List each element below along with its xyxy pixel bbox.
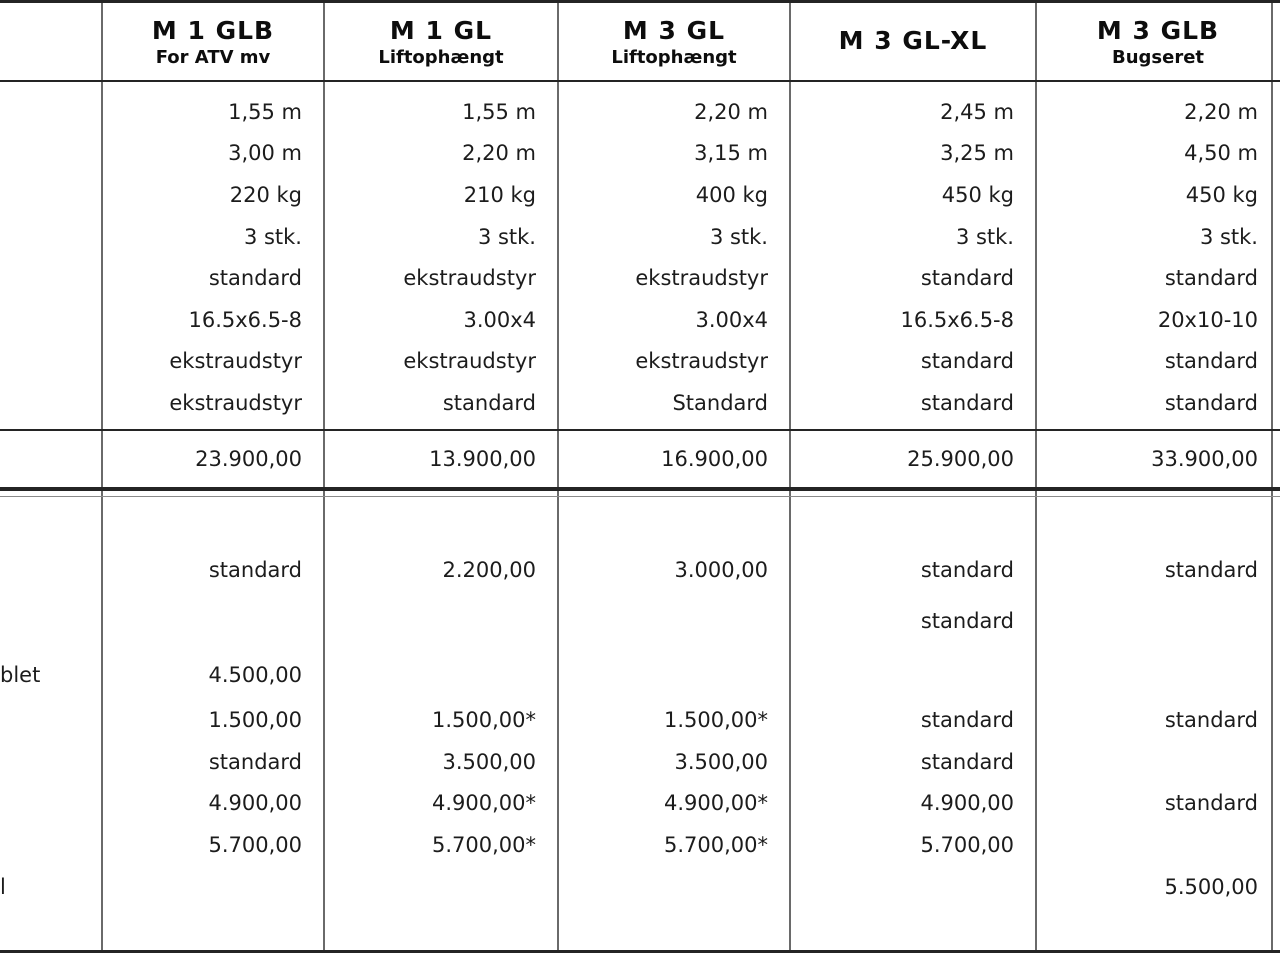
- table-cell: 3.00x4: [463, 307, 536, 332]
- column-header-m3glxl: [790, 3, 1036, 80]
- price-row: [0, 431, 1280, 487]
- column-header-m3glb: [1036, 3, 1280, 80]
- table-row: [0, 257, 1280, 299]
- price-row-bottom-rule: [0, 487, 1280, 491]
- table-cell: 2,20 m: [694, 99, 768, 124]
- table-cell: [324, 651, 558, 699]
- table-cell: ekstraudstyr: [403, 266, 536, 291]
- model-subtitle: Liftophængt: [378, 46, 504, 68]
- table-cell: standard: [1164, 390, 1258, 415]
- table-cell: 1,55 m: [462, 99, 536, 124]
- table-cell: 16.5x6.5-8: [188, 307, 302, 332]
- table-cell: 5.500,00: [1164, 875, 1258, 899]
- table-cell: [1036, 824, 1280, 866]
- table-cell: standard: [920, 609, 1014, 633]
- table-cell: 4.900,00: [920, 791, 1014, 815]
- table-cell: 4.500,00: [208, 663, 302, 687]
- table-cell: 4,50 m: [1184, 141, 1258, 166]
- table-row: [0, 741, 1280, 782]
- table-row: [0, 591, 1280, 651]
- options-section: [0, 549, 1280, 908]
- section-divider-rule: [0, 496, 1280, 497]
- table-cell: 4.900,00*: [431, 791, 536, 815]
- table-cell: standard: [1164, 791, 1258, 815]
- row-label: blet: [0, 663, 41, 687]
- table-cell: 5.700,00*: [431, 833, 536, 857]
- table-cell: ekstraudstyr: [169, 349, 302, 374]
- table-cell: [1036, 651, 1280, 699]
- price-cell: 33.900,00: [1151, 447, 1258, 471]
- row-label: [0, 341, 102, 383]
- spec-section: [0, 82, 1280, 430]
- table-cell: [102, 866, 324, 908]
- table-cell: standard: [208, 558, 302, 582]
- table-row: [0, 174, 1280, 216]
- table-cell: 3 stk.: [1199, 224, 1258, 249]
- table-cell: 3,25 m: [940, 141, 1014, 166]
- table-cell: [1036, 741, 1280, 782]
- table-row: [0, 299, 1280, 341]
- table-cell: [558, 866, 790, 908]
- table-cell: 3 stk.: [243, 224, 302, 249]
- table-cell: [1036, 591, 1280, 651]
- row-label: [0, 699, 102, 741]
- table-cell: 450 kg: [1185, 182, 1258, 207]
- model-subtitle: Bugseret: [1111, 46, 1205, 68]
- table-cell: 3 stk.: [955, 224, 1014, 249]
- table-cell: ekstraudstyr: [403, 349, 536, 374]
- table-cell: 4.900,00*: [663, 791, 768, 815]
- model-subtitle: Liftophængt: [611, 46, 737, 68]
- table-cell: 1.500,00*: [663, 708, 768, 732]
- table-cell: standard: [1164, 266, 1258, 291]
- table-cell: standard: [1164, 558, 1258, 582]
- table-cell: 3 stk.: [477, 224, 536, 249]
- table-cell: 3.500,00: [674, 749, 768, 774]
- table-cell: standard: [208, 749, 302, 774]
- row-label: [0, 741, 102, 782]
- table-cell: 4.900,00: [208, 791, 302, 815]
- table-cell: [324, 866, 558, 908]
- table-bottom-border: [0, 950, 1280, 953]
- table-cell: 400 kg: [695, 182, 768, 207]
- table-row: [0, 341, 1280, 383]
- table-cell: 210 kg: [463, 182, 536, 207]
- table-cell: 2,20 m: [462, 141, 536, 166]
- model-name: M 3 GLB: [1096, 15, 1220, 45]
- table-row: [0, 382, 1280, 424]
- table-cell: 1,55 m: [228, 99, 302, 124]
- table-row: [0, 866, 1280, 908]
- table-cell: [790, 651, 1036, 699]
- table-cell: 16.5x6.5-8: [900, 307, 1014, 332]
- table-cell: standard: [920, 749, 1014, 774]
- table-cell: ekstraudstyr: [635, 266, 768, 291]
- row-label: [0, 549, 102, 591]
- table-cell: 3.000,00: [674, 558, 768, 582]
- table-cell: standard: [208, 266, 302, 291]
- table-cell: 5.700,00*: [663, 833, 768, 857]
- table-row: [0, 216, 1280, 258]
- table-cell: standard: [920, 390, 1014, 415]
- table-cell: 3.500,00: [442, 749, 536, 774]
- table-cell: standard: [1164, 349, 1258, 374]
- table-cell: standard: [920, 708, 1014, 732]
- table-cell: standard: [442, 390, 536, 415]
- table-row: [0, 782, 1280, 824]
- model-name: M 3 GL-XL: [838, 26, 988, 55]
- table-row: [0, 91, 1280, 133]
- model-name: M 1 GLB: [151, 15, 275, 45]
- table-cell: 1.500,00*: [431, 708, 536, 732]
- table-cell: [790, 866, 1036, 908]
- table-cell: 450 kg: [941, 182, 1014, 207]
- table-cell: 20x10-10: [1157, 307, 1258, 332]
- table-cell: 5.700,00: [208, 833, 302, 857]
- table-cell: 5.700,00: [920, 833, 1014, 857]
- header-label-cell: [0, 3, 102, 80]
- column-header-m3gl: [558, 3, 790, 80]
- table-cell: Standard: [672, 390, 768, 415]
- table-cell: 3.00x4: [695, 307, 768, 332]
- model-name: M 1 GL: [389, 15, 493, 45]
- table-cell: standard: [920, 558, 1014, 582]
- row-label: [0, 216, 102, 258]
- table-cell: [102, 591, 324, 651]
- table-cell: 3,00 m: [228, 141, 302, 166]
- row-label: [0, 782, 102, 824]
- price-cell: 13.900,00: [429, 447, 536, 471]
- column-header-m1gl: [324, 3, 558, 80]
- table-cell: ekstraudstyr: [635, 349, 768, 374]
- price-cell: 25.900,00: [907, 447, 1014, 471]
- table-cell: standard: [920, 349, 1014, 374]
- table-cell: 220 kg: [229, 182, 302, 207]
- header-row: [0, 3, 1280, 80]
- price-cell: 23.900,00: [195, 447, 302, 471]
- price-cell: 16.900,00: [661, 447, 768, 471]
- table-cell: 2.200,00: [442, 558, 536, 582]
- table-cell: 3 stk.: [709, 224, 768, 249]
- table-cell: [558, 591, 790, 651]
- table-row: [0, 549, 1280, 591]
- table-cell: 1.500,00: [208, 708, 302, 732]
- row-label: [0, 91, 102, 133]
- table-cell: 3,15 m: [694, 141, 768, 166]
- table-row: [0, 699, 1280, 741]
- row-label: [0, 591, 102, 651]
- table-cell: [558, 651, 790, 699]
- table-cell: standard: [1164, 708, 1258, 732]
- table-cell: ekstraudstyr: [169, 390, 302, 415]
- model-name: M 3 GL: [622, 15, 726, 45]
- row-label: [0, 174, 102, 216]
- row-label: [0, 824, 102, 866]
- row-label: [0, 382, 102, 424]
- row-label: l: [0, 875, 6, 899]
- table-cell: 2,20 m: [1184, 99, 1258, 124]
- row-label: [0, 431, 102, 487]
- table-cell: standard: [920, 266, 1014, 291]
- table-cell: [324, 591, 558, 651]
- table-row: [0, 133, 1280, 175]
- model-subtitle: For ATV mv: [155, 46, 271, 68]
- table-cell: 2,45 m: [940, 99, 1014, 124]
- row-label: [0, 257, 102, 299]
- table-row: [0, 651, 1280, 699]
- row-label: [0, 133, 102, 175]
- table-row: [0, 824, 1280, 866]
- column-header-m1glb: [102, 3, 324, 80]
- row-label: [0, 299, 102, 341]
